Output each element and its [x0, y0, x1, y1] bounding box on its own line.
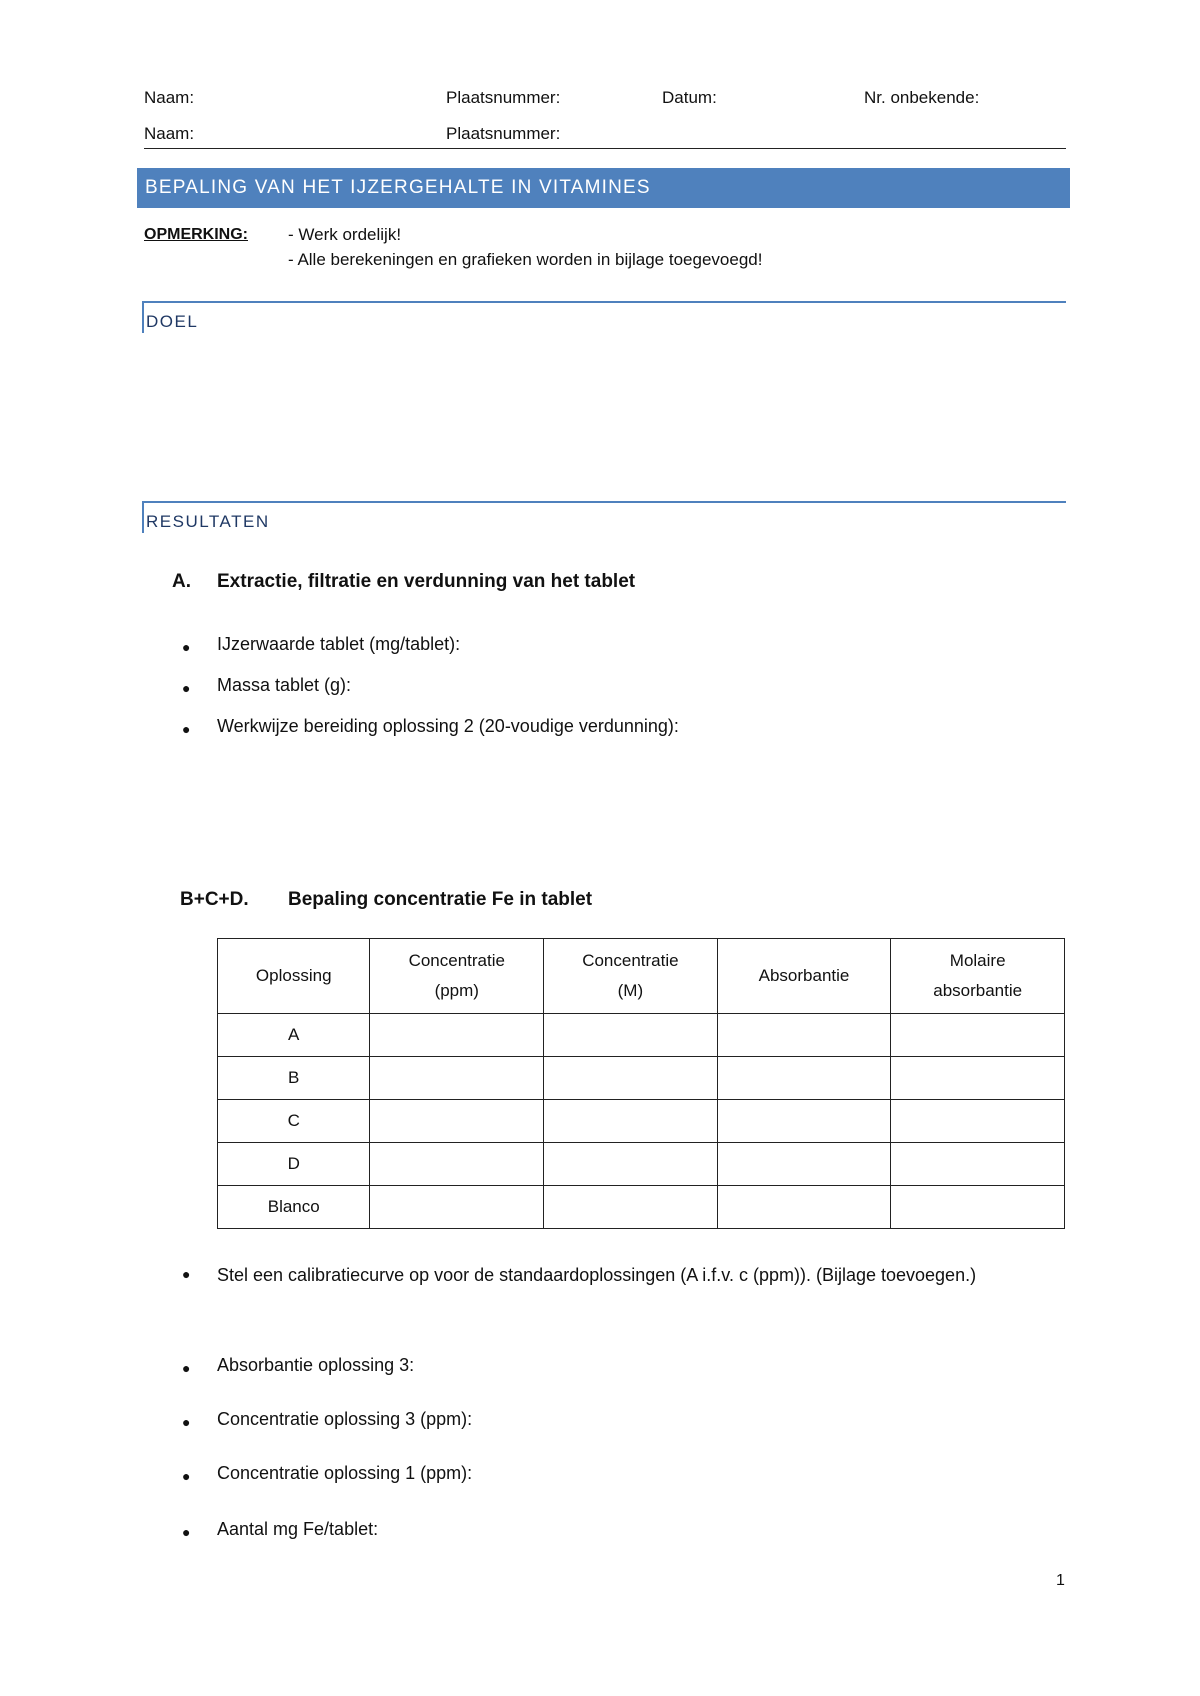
part-bcd-bullet-4: Concentratie oplossing 1 (ppm): [217, 1463, 473, 1483]
column-header-absorbantie: Absorbantie [717, 939, 891, 1014]
table-cell[interactable] [891, 1186, 1065, 1229]
unknown-number-label: Nr. onbekende: [864, 88, 980, 107]
row-label: Blanco [218, 1186, 370, 1229]
document-title: BEPALING VAN HET IJZERGEHALTE IN VITAMINES [145, 177, 651, 198]
table-cell[interactable] [891, 1014, 1065, 1057]
column-header-molaire-absorbantie: Molaire absorbantie [891, 939, 1065, 1014]
table-cell[interactable] [370, 1100, 544, 1143]
bullet-icon: ● [182, 721, 191, 737]
bullet-icon: ● [182, 680, 191, 696]
table-row [218, 1100, 1065, 1143]
remark-line-2: - Alle berekeningen en grafieken worden in bijlage toegevoegd! [288, 250, 763, 269]
table-header-row [218, 939, 1065, 1014]
table-cell[interactable] [370, 1014, 544, 1057]
table-cell[interactable] [370, 1143, 544, 1186]
table-cell[interactable] [544, 1186, 718, 1229]
header-divider [144, 148, 1066, 149]
part-bcd-bullet-5: Aantal mg Fe/tablet: [217, 1519, 379, 1539]
table-cell[interactable] [370, 1186, 544, 1229]
table-cell[interactable] [717, 1100, 891, 1143]
remark-line-1: - Werk ordelijk! [288, 225, 402, 244]
part-bcd-marker: B+C+D. [180, 889, 249, 910]
row-label: D [218, 1143, 370, 1186]
table-cell[interactable] [891, 1057, 1065, 1100]
section-resultaten [142, 501, 1066, 533]
section-doel [142, 301, 1066, 333]
bullet-icon: ● [182, 1524, 191, 1540]
results-table [217, 938, 1065, 1229]
table-row [218, 1143, 1065, 1186]
bullet-icon: ● [182, 1360, 191, 1376]
part-a-bullet-3: Werkwijze bereiding oplossing 2 (20-voudige verdunning): [217, 716, 679, 736]
table-row [218, 1057, 1065, 1100]
page-number: 1 [1056, 1572, 1065, 1589]
bullet-icon: ● [182, 1414, 191, 1430]
seat-number-label-2: Plaatsnummer: [446, 124, 561, 143]
column-header-oplossing: Oplossing [218, 939, 370, 1014]
table-cell[interactable] [544, 1100, 718, 1143]
table-cell[interactable] [544, 1014, 718, 1057]
part-bcd-heading: Bepaling concentratie Fe in tablet [288, 889, 593, 910]
document-title-bar [137, 168, 1070, 208]
table-row [218, 1014, 1065, 1057]
seat-number-label-1: Plaatsnummer: [446, 88, 561, 107]
remark-label: OPMERKING: [144, 226, 248, 243]
table-cell[interactable] [891, 1100, 1065, 1143]
part-a-heading: Extractie, filtratie en verdunning van het tablet [217, 571, 636, 592]
table-cell[interactable] [544, 1143, 718, 1186]
section-doel-title: DOEL [146, 312, 199, 331]
table-cell[interactable] [544, 1057, 718, 1100]
bullet-icon: ● [182, 639, 191, 655]
part-bcd-bullet-1: Stel een calibratiecurve op voor de standaardoplossingen (A i.f.v. c (ppm)). (Bijlage toevoegen.) [217, 1265, 977, 1285]
name-label-2: Naam: [144, 124, 195, 143]
table-cell[interactable] [370, 1057, 544, 1100]
table-cell[interactable] [717, 1014, 891, 1057]
name-label-1: Naam: [144, 88, 195, 107]
part-bcd-bullet-2: Absorbantie oplossing 3: [217, 1355, 415, 1375]
column-header-concentratie-m: Concentratie (M) [544, 939, 718, 1014]
column-header-concentratie-ppm: Concentratie (ppm) [370, 939, 544, 1014]
bullet-icon: ● [182, 1266, 191, 1282]
table-cell[interactable] [717, 1057, 891, 1100]
bullet-icon: ● [182, 1468, 191, 1484]
part-a-bullet-1: IJzerwaarde tablet (mg/tablet): [217, 634, 461, 654]
date-label: Datum: [662, 88, 717, 107]
section-resultaten-title: RESULTATEN [146, 512, 270, 531]
part-a-marker: A. [172, 571, 191, 592]
table-cell[interactable] [717, 1186, 891, 1229]
row-label: B [218, 1057, 370, 1100]
table-cell[interactable] [891, 1143, 1065, 1186]
part-a-bullet-2: Massa tablet (g): [217, 675, 352, 695]
row-label: A [218, 1014, 370, 1057]
row-label: C [218, 1100, 370, 1143]
table-row [218, 1186, 1065, 1229]
table-cell[interactable] [717, 1143, 891, 1186]
part-bcd-bullet-3: Concentratie oplossing 3 (ppm): [217, 1409, 473, 1429]
